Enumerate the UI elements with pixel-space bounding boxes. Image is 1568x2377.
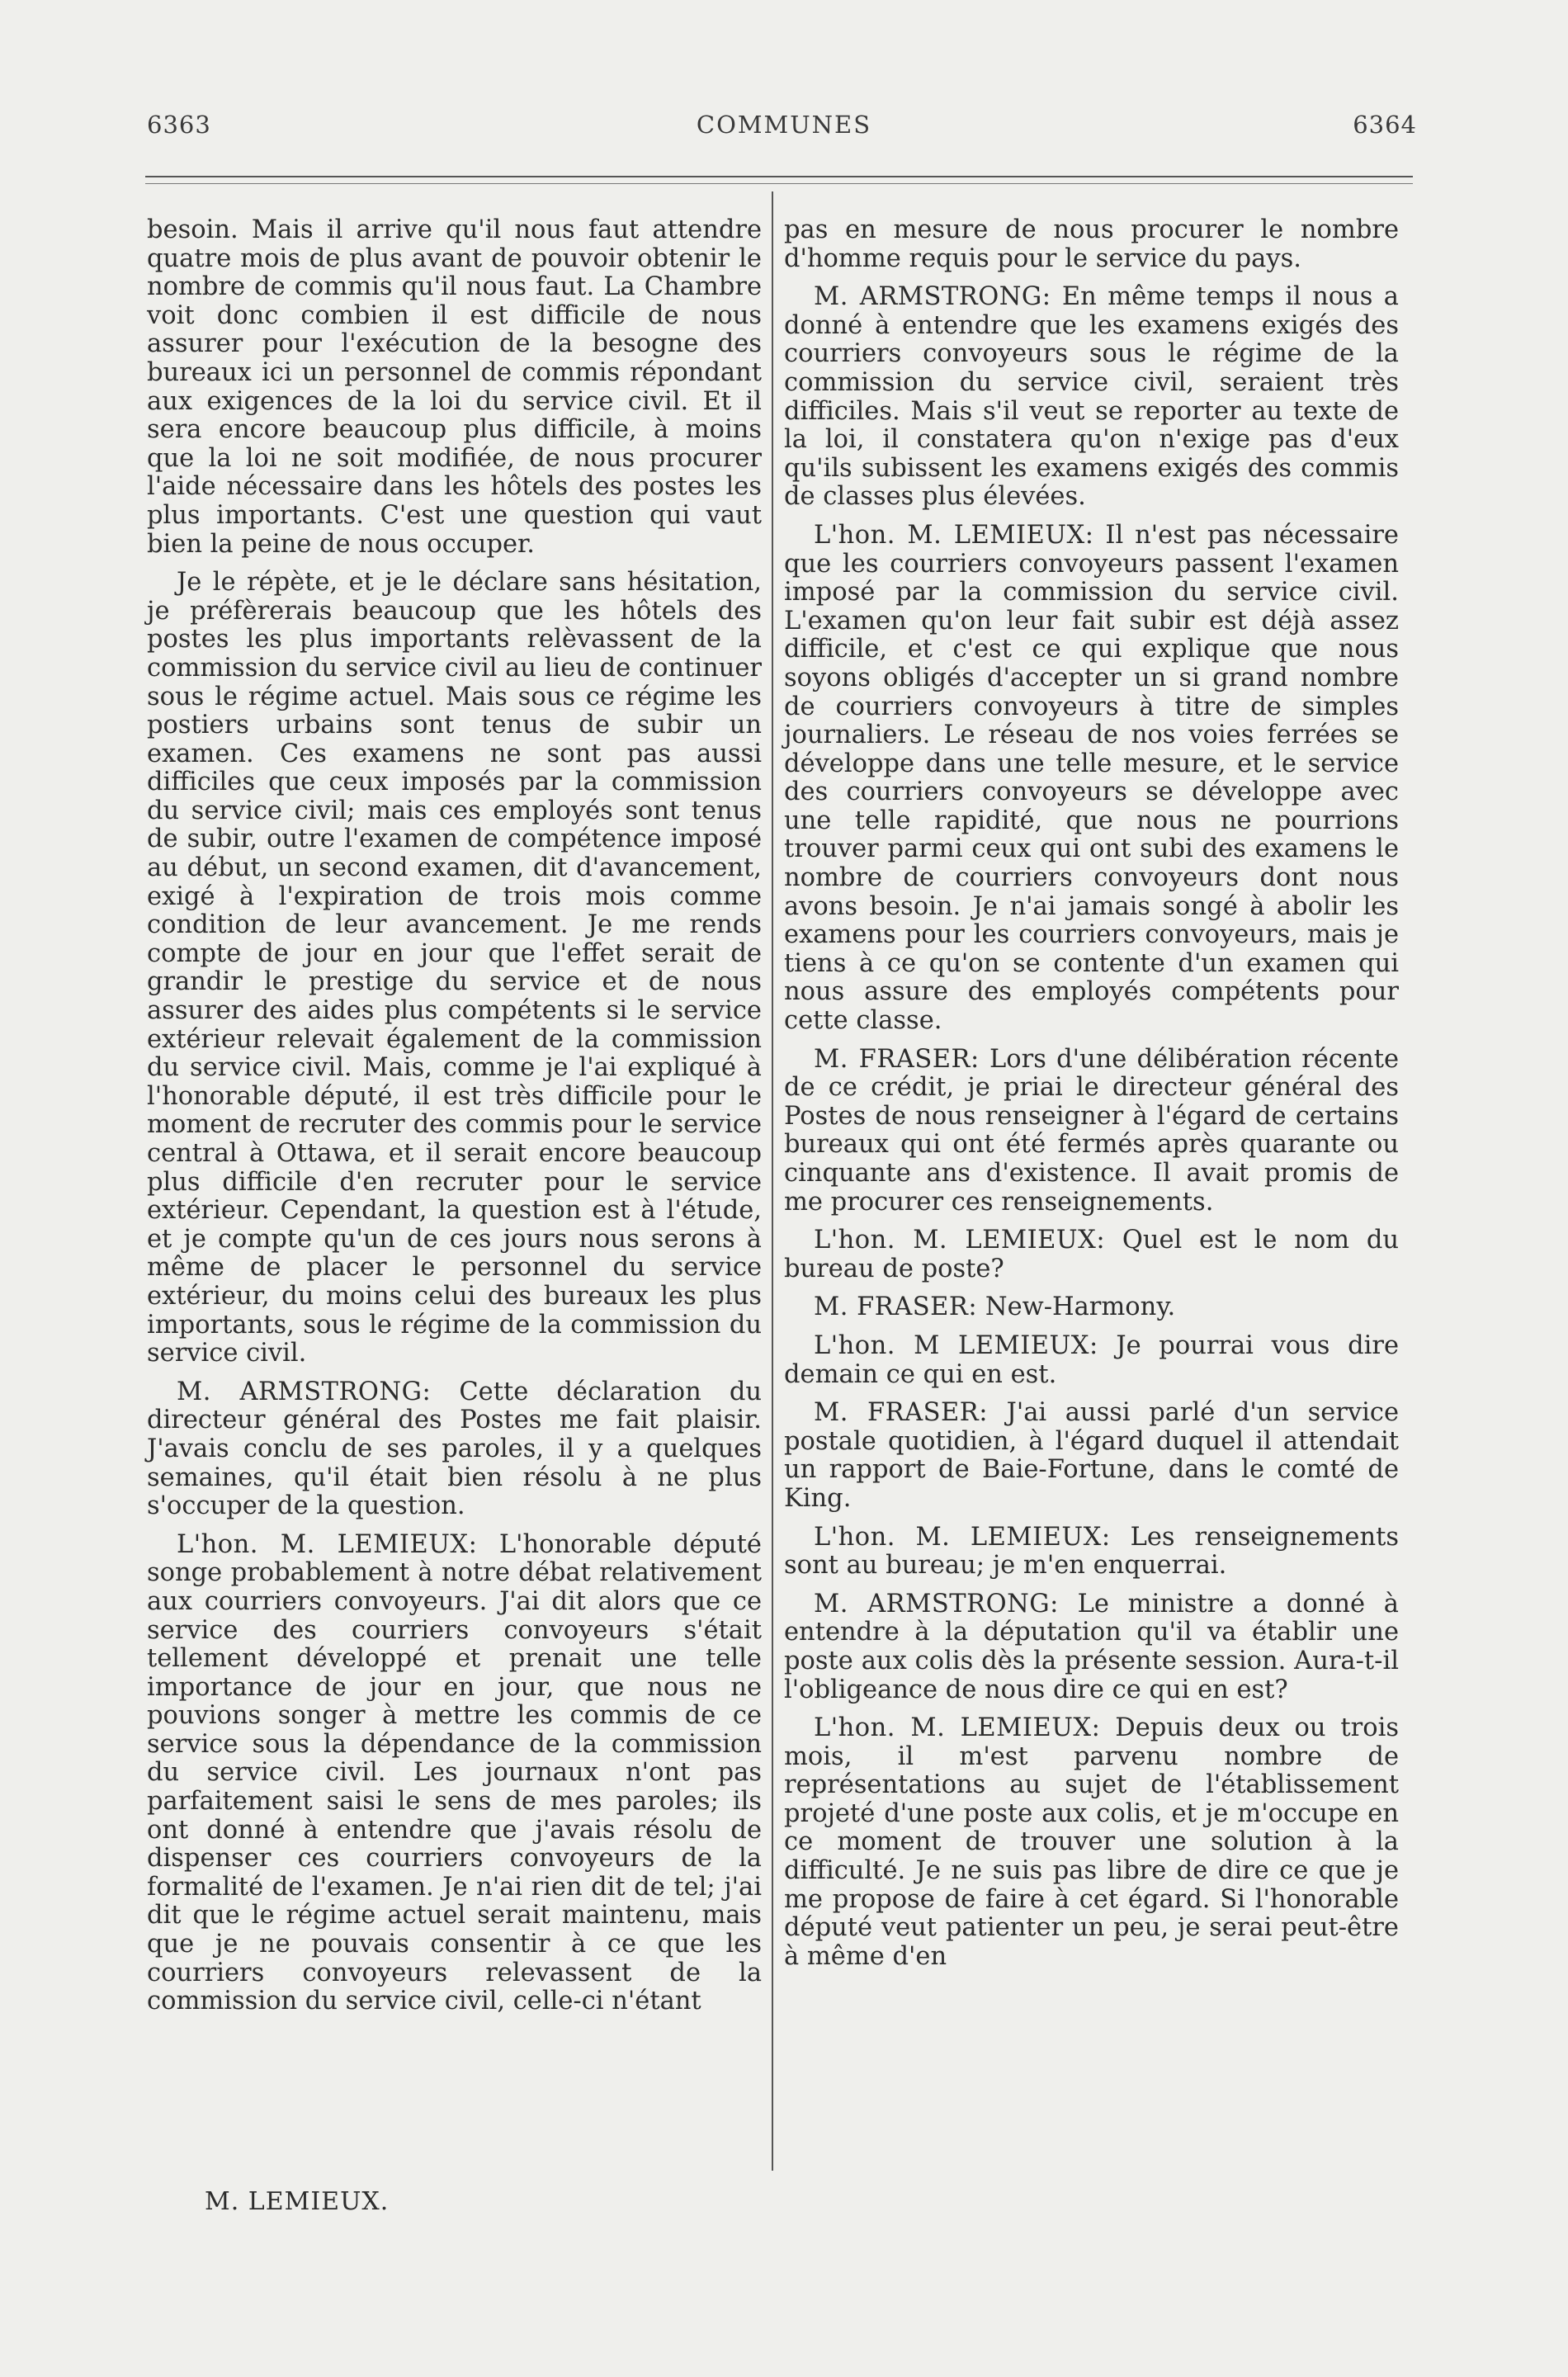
paragraph: Je le répète, et je le déclare sans hésitation, je préfèrerais beaucoup que les hôtels des postes les plus importants relèvassent de la commission du service civil au lieu de continuer sous le régime actuel. Mais sous ce régime les postiers urbains sont tenus de subir un examen. Ces examens ne sont pas aussi difficiles que ceux imposés par la commission du service civil; mais ces employés sont tenus de subir, outre l'examen de compétence imposé au début, un second examen, dit d'avancement, exigé à l'expiration de trois mois comme condition de leur avancement. Je me rends compte de jour en jour que l'effet serait de grandir le prestige du service et de nous assurer des aides plus compétents si le service extérieur relevait également de la commission du service civil. Mais, comme je l'ai expliqué à l'honorable député, il est très difficile pour le moment de recruter des commis pour le service central à Ottawa, et il serait encore beaucoup plus difficile d'en recruter pour le service extérieur. Cependant, la question est à l'étude, et je compte qu'un de ces jours nous serons à même de placer le personnel du service extérieur, du moins celui des bureaux les plus importants, sous le régime de la commission du service civil. [147, 568, 762, 1368]
header-rule [145, 176, 1413, 177]
paragraph: L'hon. M. LEMIEUX: Quel est le nom du bureau de poste? [784, 1226, 1399, 1283]
speaker-name: L'hon. M. LEMIEUX: [177, 1529, 478, 1559]
speaker-name: L'hon. M. LEMIEUX: [814, 520, 1094, 550]
paragraph: L'hon. M. LEMIEUX: Il n'est pas nécessaire que les courriers convoyeurs passent l'examen imposé par la commission du service civil. L'examen qu'on leur fait subir est déjà assez difficile, et c'est ce qui explique que nous soyons obligés d'accepter un si grand nombre de courriers convoyeurs à titre de simples journaliers. Le réseau de nos voies ferrées se développe dans une telle mesure, et le service des courriers convoyeurs se développe avec une telle rapidité, que nous ne pourrions trouver parmi ceux qui ont subi des examens le nombre de courriers convoyeurs dont nous avons besoin. Je n'ai jamais songé à abolir les examens pour les courriers convoyeurs, mais je tiens à ce qu'on se contente d'un examen qui nous assure des employés compétents pour cette classe. [784, 520, 1399, 1036]
left-column [147, 216, 762, 2026]
paragraph: L'hon. M. LEMIEUX: Les renseignements sont au bureau; je m'en enquerrai. [784, 1522, 1399, 1581]
paragraph: pas en mesure de nous procurer le nombre d'homme requis pour le service du pays. [784, 215, 1399, 273]
speaker-name: M. FRASER: [814, 1398, 989, 1428]
speaker-name: M. FRASER: [814, 1292, 978, 1322]
paragraph: L'hon. M. LEMIEUX: L'honorable député songe probablement à notre débat relativement aux courriers convoyeurs. J'ai dit alors que ce service des courriers convoyeurs s'était tellement développé et prenait une telle importance de jour en jour, que nous ne pouvions songer à mettre les commis de ce service sous la dépendance de la commission du service civil. Les journaux n'ont pas parfaitement saisi le sens de mes paroles; ils ont donné à entendre que j'avais résolu de dispenser ces courriers convoyeurs de la formalité de l'examen. Je n'ai rien dit de tel; j'ai dit que le régime actuel serait maintenu, mais que je ne pouvais consentir à ce que les courriers convoyeurs relevassent de la commission du service civil, celle-ci n'étant [147, 1529, 762, 2016]
page-number-left: 6363 [147, 111, 211, 139]
page-number-right: 6364 [1353, 111, 1417, 139]
speaker-name: M. ARMSTRONG: [814, 282, 1051, 312]
paragraph: L'hon. M. LEMIEUX: Depuis deux ou trois mois, il m'est parvenu nombre de représentations au sujet de l'établissement projeté d'une poste aux colis, et je m'occupe en ce moment de trouver une solution à la difficulté. Je ne suis pas libre de dire ce que je me propose de faire à cet égard. Si l'honorable député veut patienter un peu, je serai peut-être à même d'en [784, 1713, 1399, 1971]
column-divider [772, 191, 773, 2171]
speaker-name: M. FRASER: [814, 1044, 980, 1074]
speaker-name: L'hon. M. LEMIEUX: [814, 1522, 1111, 1552]
running-title: COMMUNES [696, 111, 872, 139]
right-column [784, 216, 1399, 1981]
paragraph: M. ARMSTRONG: Cette déclaration du directeur général des Postes me fait plaisir. J'avais conclu de ses paroles, il y a quelques semaines, qu'il était bien résolu à ne plus s'occuper de la question. [147, 1377, 762, 1521]
catchword: M. LEMIEUX. [205, 2187, 390, 2216]
speaker-name: L'hon. M. LEMIEUX: [814, 1226, 1106, 1255]
header-rule-thin [145, 183, 1413, 184]
paragraph: M. FRASER: J'ai aussi parlé d'un service postale quotidien, à l'égard duquel il attendait un rapport de Baie-Fortune, dans le comté de King. [784, 1398, 1400, 1513]
speaker-name: M. ARMSTRONG: [177, 1377, 432, 1406]
speaker-name: L'hon. M LEMIEUX: [814, 1330, 1098, 1360]
speaker-name: M. ARMSTRONG: [814, 1589, 1059, 1619]
paragraph: L'hon. M LEMIEUX: Je pourrai vous dire demain ce qui en est. [784, 1330, 1399, 1389]
paragraph: M. FRASER: Lors d'une délibération récente de ce crédit, je priai le directeur général des Postes de nous renseigner à l'égard de certains bureaux qui ont été fermés après quarante ou cinquante ans d'existence. Il avait promis de me procurer ces renseignements. [784, 1044, 1400, 1217]
paragraph: M. FRASER: New-Harmony. [814, 1292, 1176, 1322]
paragraph: M. ARMSTRONG: Le ministre a donné à entendre à la députation qu'il va établir une poste aux colis dès la présente session. Aura-t-il l'obligeance de nous dire ce qui en est? [784, 1589, 1399, 1704]
paragraph: M. ARMSTRONG: En même temps il nous a donné à entendre que les examens exigés des courriers convoyeurs sous le régime de la commission du service civil, seraient très difficiles. Mais s'il veut se reporter au texte de la loi, il constatera qu'on n'exige pas d'eux qu'ils subissent les examens exigés des commis de classes plus élevées. [784, 282, 1399, 512]
paragraph: besoin. Mais il arrive qu'il nous faut attendre quatre mois de plus avant de pouvoir obtenir le nombre de commis qu'il nous faut. La Chambre voit donc combien il est difficile de nous assurer pour l'exécution de la besogne des bureaux ici un personnel de commis répondant aux exigences de la loi du service civil. Et il sera encore beaucoup plus difficile, à moins que la loi ne soit modifiée, de nous procurer l'aide nécessaire dans les hôtels des postes les plus importants. C'est une question qui vaut bien la peine de nous occuper. [147, 215, 762, 559]
speaker-name: L'hon. M. LEMIEUX: [814, 1713, 1101, 1743]
